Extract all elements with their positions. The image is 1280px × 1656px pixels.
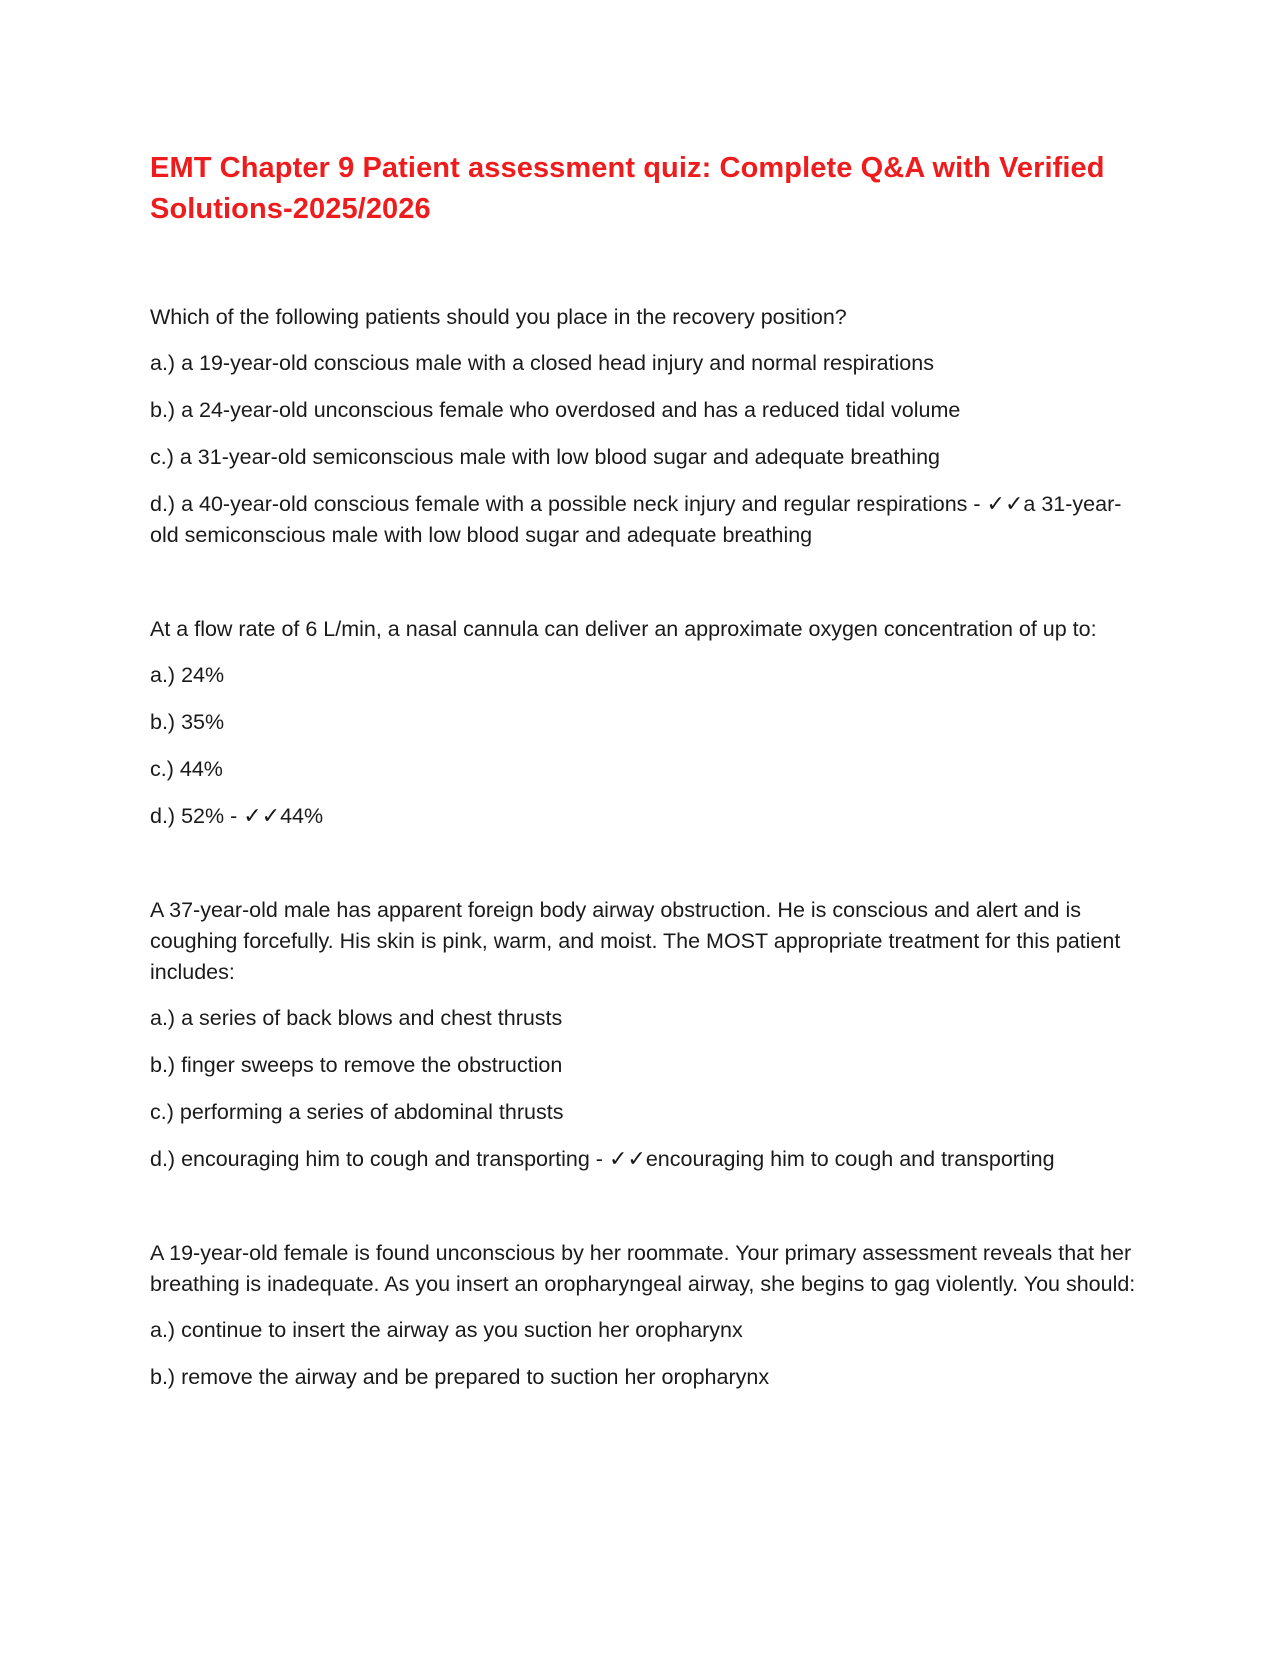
option-a: a.) continue to insert the airway as you suction her oropharynx [150, 1318, 743, 1342]
option-a: a.) 24% [150, 663, 225, 687]
option-b: b.) remove the airway and be prepared to suction her oropharynx [150, 1365, 770, 1389]
question-block [150, 614, 1140, 832]
option-d: d.) a 40-year-old conscious female with a possible neck injury and regular respirations - [150, 492, 987, 516]
option-a: a.) a series of back blows and chest thrusts [150, 1006, 563, 1030]
option-d-with-answer [150, 1144, 1140, 1175]
option-b: b.) 35% [150, 710, 225, 734]
option-d-with-answer [150, 801, 1140, 832]
option-b: b.) a 24-year-old unconscious female who overdosed and has a reduced tidal volume [150, 398, 961, 422]
double-check-icon: ✓✓ [608, 1147, 646, 1172]
answer-text: a 31-year-old semiconscious male with low blood sugar and adequate breathing [150, 492, 1122, 547]
option-d: d.) encouraging him to cough and transporting - [150, 1147, 609, 1171]
option-d: d.) 52% - [150, 804, 244, 828]
question-text: At a flow rate of 6 L/min, a nasal cannula can deliver an approximate oxygen concentration of up to: [150, 617, 1097, 641]
question-text: A 19-year-old female is found unconscious by her roommate. Your primary assessment reveals that her breathing is inadequate. As you insert an oropharyngeal airway, she begins to gag violently. You should: [150, 1241, 1136, 1296]
answer-text: encouraging him to cough and transporting [645, 1147, 1055, 1171]
option-c: c.) performing a series of abdominal thrusts [150, 1100, 564, 1124]
option-d-with-answer [150, 489, 1140, 551]
document-title: EMT Chapter 9 Patient assessment quiz: Complete Q&A with Verified Solutions-2025/2026 [150, 152, 1105, 225]
option-c: c.) 44% [150, 757, 223, 781]
answer-text: 44% [280, 804, 324, 828]
option-b: b.) finger sweeps to remove the obstruction [150, 1053, 563, 1077]
question-text: Which of the following patients should you place in the recovery position? [150, 305, 847, 329]
option-c: c.) a 31-year-old semiconscious male with low blood sugar and adequate breathing [150, 445, 940, 469]
document-page [150, 148, 1140, 1456]
question-block [150, 1238, 1140, 1393]
double-check-icon: ✓✓ [986, 492, 1024, 517]
question-text: A 37-year-old male has apparent foreign body airway obstruction. He is conscious and alert and is coughing forcefully. His skin is pink, warm, and moist. The MOST appropriate treatment for this patient includes: [150, 898, 1121, 984]
question-block [150, 895, 1140, 1175]
option-a: a.) a 19-year-old conscious male with a closed head injury and normal respirations [150, 351, 934, 375]
double-check-icon: ✓✓ [243, 804, 281, 829]
question-block [150, 302, 1140, 551]
